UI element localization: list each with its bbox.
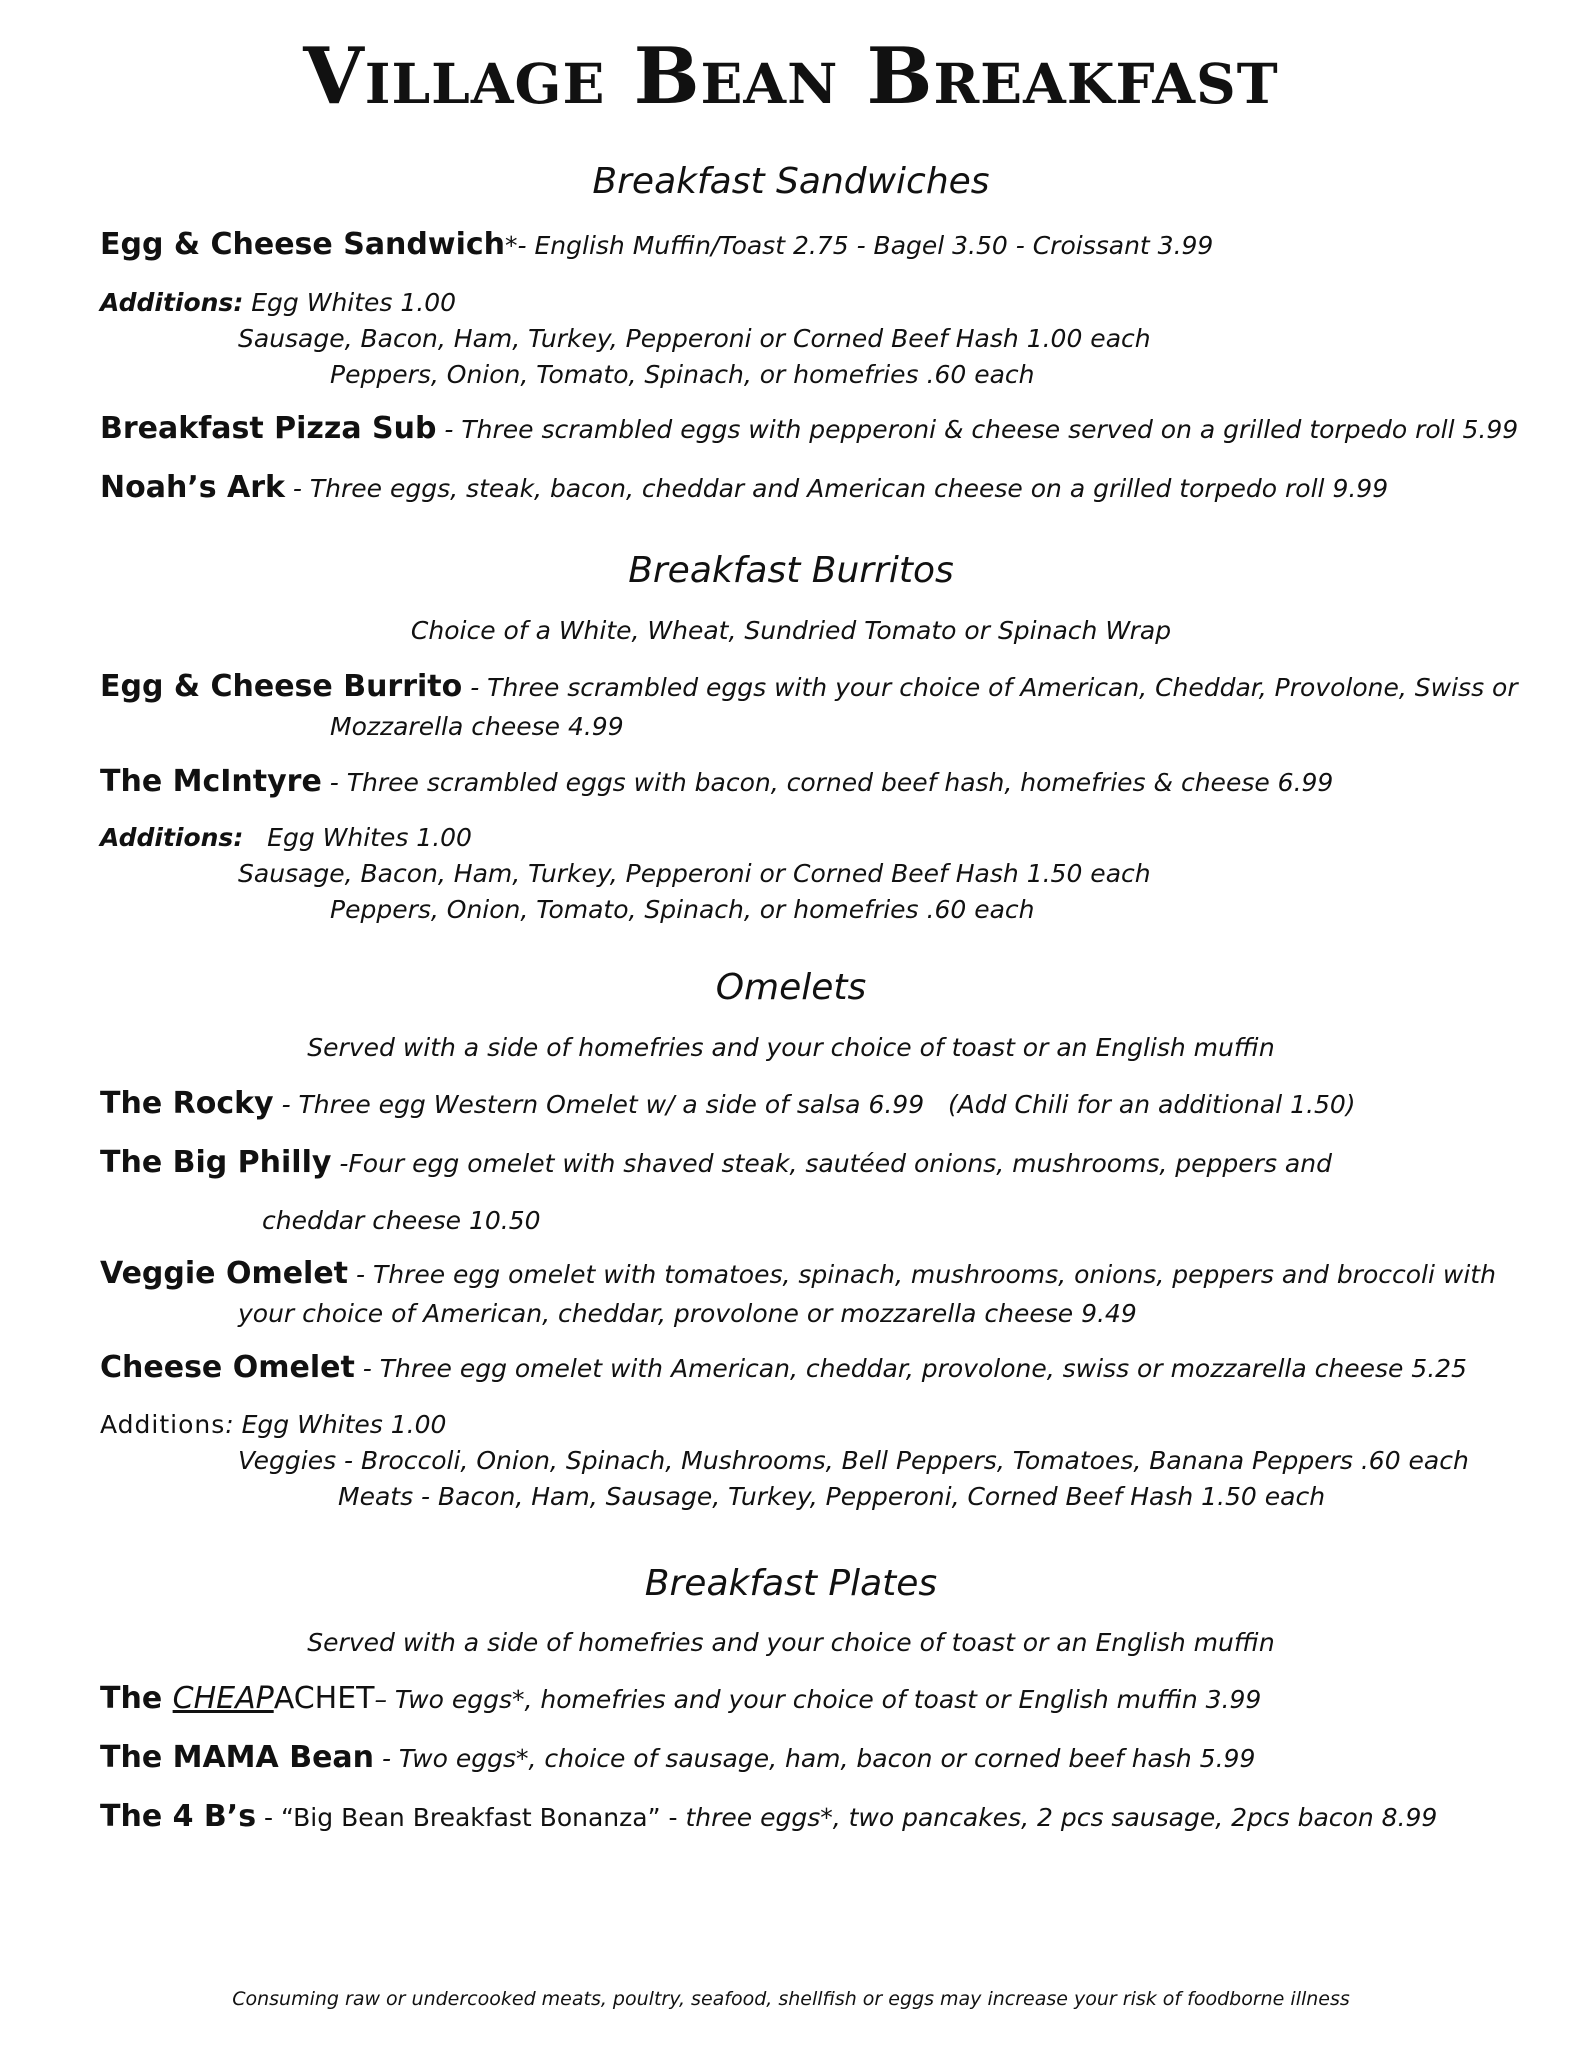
item-name-prefix: The <box>100 1681 173 1716</box>
menu-item-the-rocky <box>100 1086 1356 1121</box>
menu-item-the-4-bs <box>100 1799 1438 1834</box>
item-description-cont: your choice of American, cheddar, provolone or mozzarella cheese 9.49 <box>238 1299 1137 1328</box>
additions-line: Peppers, Onion, Tomato, Spinach, or homefries .60 each <box>330 895 1035 924</box>
section-heading-burritos: Breakfast Burritos <box>628 550 954 591</box>
menu-item-the-cheapachet <box>100 1681 1262 1716</box>
item-name: The McIntyre <box>100 764 322 799</box>
section-subtitle-plates: Served with a side of homefries and your choice of toast or an English muffin <box>307 1628 1275 1657</box>
additions-label: Additions <box>100 1410 226 1439</box>
item-description: – Two eggs*, homefries and your choice of toast or English muffin 3.99 <box>374 1685 1262 1714</box>
additions-line: Veggies - Broccoli, Onion, Spinach, Mushrooms, Bell Peppers, Tomatoes, Banana Peppers .60 each <box>238 1446 1469 1475</box>
additions-label: Additions: <box>100 823 244 852</box>
item-description: -Four egg omelet with shaved steak, sautéed onions, mushrooms, peppers and <box>331 1149 1332 1178</box>
section-heading-plates: Breakfast Plates <box>644 1563 938 1604</box>
item-description: three eggs*, two pancakes, 2 pcs sausage, 2pcs bacon 8.99 <box>685 1803 1438 1832</box>
item-description: - Three eggs, steak, bacon, cheddar and American cheese on a grilled torpedo roll 9.99 <box>284 474 1389 503</box>
additions-line: Sausage, Bacon, Ham, Turkey, Pepperoni or Corned Beef Hash 1.00 each <box>238 324 1151 353</box>
item-description: - Two eggs*, choice of sausage, ham, bacon or corned beef hash 5.99 <box>374 1744 1256 1773</box>
item-quote: - “Big Bean Breakfast Bonanza” - <box>256 1803 686 1832</box>
item-name-underlined: CHEAP <box>172 1681 274 1716</box>
section-subtitle-omelets: Served with a side of homefries and your choice of toast or an English muffin <box>307 1033 1275 1062</box>
item-description-cont: Mozzarella cheese 4.99 <box>330 712 624 741</box>
menu-item-veggie-omelet <box>100 1256 1496 1291</box>
additions-line: Sausage, Bacon, Ham, Turkey, Pepperoni or Corned Beef Hash 1.50 each <box>238 859 1151 888</box>
item-description: - English Muffin/Toast 2.75 - Bagel 3.50 - Croissant 3.99 <box>517 231 1214 260</box>
additions-line: Meats - Bacon, Ham, Sausage, Turkey, Pepperoni, Corned Beef Hash 1.50 each <box>338 1482 1326 1511</box>
item-description: - Three scrambled eggs with pepperoni & cheese served on a grilled torpedo roll 5.99 <box>436 415 1519 444</box>
additions-burritos <box>100 825 472 850</box>
item-description: - Three scrambled eggs with your choice of American, Cheddar, Provolone, Swiss or <box>462 673 1518 702</box>
item-name-suffix: ACHET <box>273 1681 375 1716</box>
item-name: Veggie Omelet <box>100 1256 349 1291</box>
item-description: - Three scrambled eggs with bacon, corned beef hash, homefries & cheese 6.99 <box>321 768 1334 797</box>
item-name: Noah’s Ark <box>100 470 285 505</box>
additions-line: Peppers, Onion, Tomato, Spinach, or homefries .60 each <box>330 360 1035 389</box>
item-description: - Three egg omelet with American, cheddar, provolone, swiss or mozzarella cheese 5.25 <box>354 1354 1467 1383</box>
item-name: Egg & Cheese Sandwich <box>100 227 506 262</box>
menu-item-the-big-philly <box>100 1145 1332 1180</box>
section-heading-omelets: Omelets <box>715 967 867 1008</box>
menu-item-the-mama-bean <box>100 1740 1256 1775</box>
item-name: Egg & Cheese Burrito <box>100 669 463 704</box>
additions-line: : Egg Whites 1.00 <box>225 1410 447 1439</box>
item-star: * <box>505 231 518 260</box>
menu-title: Village Bean Breakfast <box>303 31 1279 122</box>
additions-line: Egg Whites 1.00 <box>243 823 472 852</box>
menu-item-breakfast-pizza-sub <box>100 411 1519 446</box>
menu-item-the-mcintyre <box>100 764 1334 799</box>
foodborne-illness-disclaimer: Consuming raw or undercooked meats, poultry, seafood, shellfish or eggs may increase your risk of foodborne illness <box>232 1988 1350 2010</box>
additions-omelets <box>100 1412 446 1437</box>
item-name: Breakfast Pizza Sub <box>100 411 437 446</box>
additions-label: Additions: <box>100 288 244 317</box>
item-name: The 4 B’s <box>100 1799 257 1834</box>
item-name: Cheese Omelet <box>100 1350 355 1385</box>
item-name: The Big Philly <box>100 1145 332 1180</box>
additions-line: Egg Whites 1.00 <box>243 288 457 317</box>
additions-sandwiches <box>100 290 456 315</box>
section-heading-sandwiches: Breakfast Sandwiches <box>592 161 990 202</box>
section-subtitle-burritos: Choice of a White, Wheat, Sundried Tomato or Spinach Wrap <box>410 616 1172 645</box>
menu-item-noahs-ark <box>100 470 1389 505</box>
menu-item-cheese-omelet <box>100 1350 1467 1385</box>
item-name: The Rocky <box>100 1086 274 1121</box>
item-description-cont: cheddar cheese 10.50 <box>262 1206 541 1235</box>
item-name: The MAMA Bean <box>100 1740 375 1775</box>
menu-item-egg-cheese-burrito <box>100 669 1518 704</box>
item-description: - Three egg omelet with tomatoes, spinach, mushrooms, onions, peppers and broccoli with <box>348 1260 1496 1289</box>
menu-item-egg-cheese-sandwich <box>100 227 1214 262</box>
item-description: - Three egg Western Omelet w/ a side of salsa 6.99 (Add Chili for an additional 1.50) <box>273 1090 1356 1119</box>
